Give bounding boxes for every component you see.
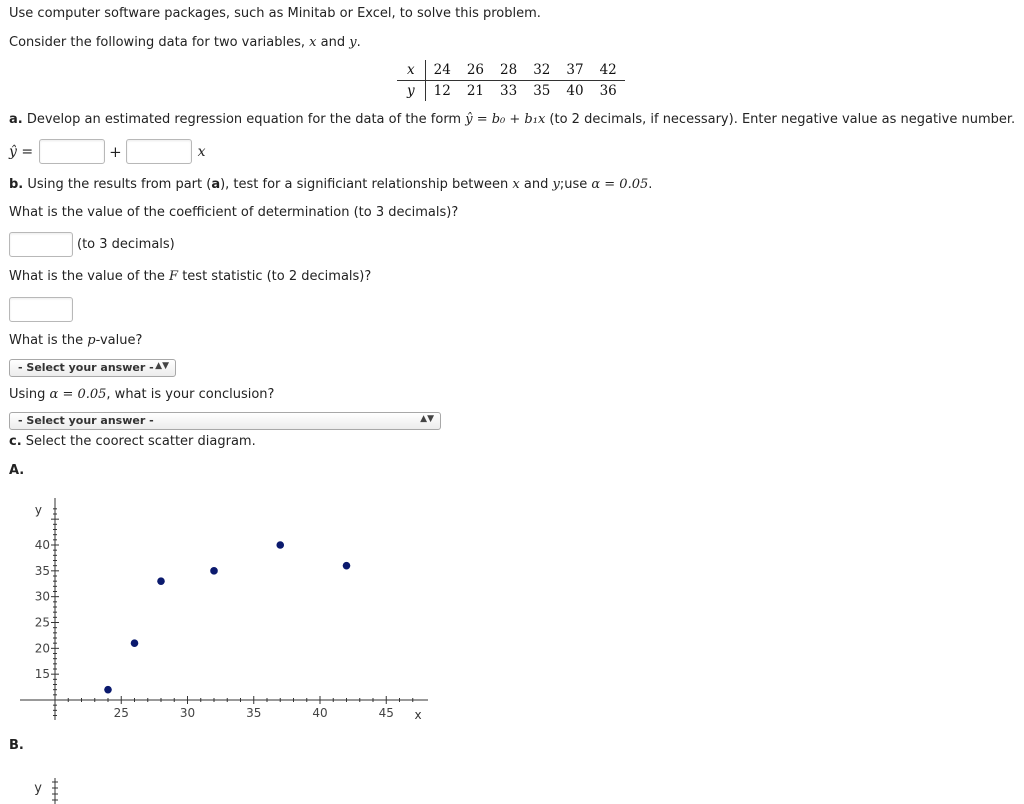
x-tick-label: 35 [246,706,262,720]
r2-input[interactable] [9,232,73,257]
scatter-chart-a[interactable] [0,490,460,730]
y-value: 35 [533,83,551,99]
x-value: 37 [558,60,591,81]
data-point [343,562,351,570]
data-table [397,60,625,101]
y-axis-label: y [34,503,42,517]
f-question: What is the value of the F test statistic (to 2 decimals)? [9,269,372,284]
data-table-row-x [397,60,625,81]
plus-sign: + [109,142,122,161]
scatter-chart-b[interactable] [0,770,120,804]
part-c-question: c. Select the coorect scatter diagram. [9,434,256,449]
part-b-question: b. Using the results from part (a), test for a significiant relationship between x and y;use α = 0.05. [9,177,653,192]
y-value: 33 [500,83,518,99]
y-tick-label: 35 [34,563,50,578]
p-value-select-label: - Select your answer - [18,361,154,374]
y-value: 12 [433,83,451,99]
data-point [210,567,218,575]
f-statistic-input[interactable] [9,297,73,322]
chart-b-y-axis-label: y [34,781,42,796]
p-value-question: What is the p-value? [9,333,143,348]
intro-text: Consider the following data for two variables, x and y. [9,35,361,50]
y-value: 21 [466,83,485,99]
x-tick-label: 40 [312,706,328,720]
option-a-label[interactable]: A. [9,463,25,478]
y-tick-label: 30 [34,589,50,604]
x-value: 42 [592,60,625,81]
x-tick-label: 30 [179,706,196,720]
option-b-label[interactable]: B. [9,738,24,753]
intercept-input[interactable] [39,139,105,164]
y-value: 36 [599,83,617,99]
r2-row [9,232,175,257]
instructions-text: Use computer software packages, such as Minitab or Excel, to solve this problem. [9,6,541,21]
data-point [157,577,165,585]
r2-hint: (to 3 decimals) [77,237,175,252]
p-value-select[interactable] [9,359,176,377]
x-value: 26 [459,60,492,81]
data-point [131,639,139,647]
y-tick-label: 20 [34,641,50,656]
y-value: 40 [566,83,584,99]
y-row-header: y [397,81,425,102]
x-value: 32 [525,60,558,81]
part-a-question: a. Develop an estimated regression equation for the data of the form ŷ = b₀ + b₁x (to 2 decimals, if necessary). Enter negative value as negative number. [9,112,1016,127]
conclusion-select[interactable] [9,412,441,430]
slope-input[interactable] [126,139,192,164]
x-tick-label: 45 [378,706,394,720]
data-point [276,541,284,549]
data-point [104,686,112,694]
yhat-label: ŷ = [9,143,34,160]
x-row-header: x [397,60,425,81]
conclusion-select-label: - Select your answer - [18,414,154,427]
x-value: 28 [492,60,525,81]
x-axis-label: x [414,708,422,722]
conclusion-question: Using α = 0.05, what is your conclusion? [9,387,275,402]
y-tick-label: 25 [34,615,50,630]
select-arrows-icon: ▲▼ [155,361,169,371]
r2-question: What is the value of the coefficient of determination (to 3 decimals)? [9,205,459,220]
y-tick-label: 40 [34,538,50,552]
select-arrows-icon: ▲▼ [420,414,434,424]
x-variable-label: x [197,143,206,160]
y-tick-label: 15 [34,667,50,682]
regression-equation-row [9,139,206,164]
x-value: 24 [425,60,459,81]
data-table-row-y [397,81,625,102]
x-tick-label: 25 [113,706,129,720]
